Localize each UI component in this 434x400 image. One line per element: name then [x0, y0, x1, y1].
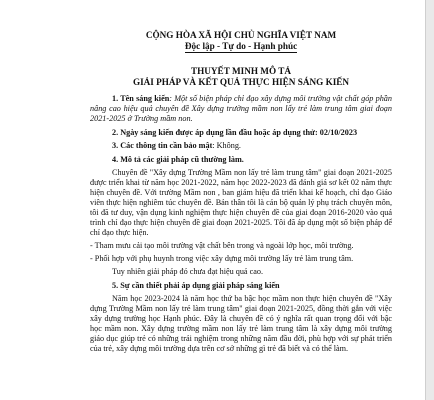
section-4-heading: 4. Mô tả các giải pháp cũ thường làm. — [112, 155, 244, 164]
national-motto — [90, 41, 392, 52]
page-edge — [425, 0, 434, 400]
section-3-label: 3. Các thông tin cần bảo mật — [112, 141, 213, 150]
section-3-value: : Không. — [212, 141, 241, 150]
section-2 — [90, 128, 392, 138]
section-4-bullet-1: - Tham mưu cải tạo môi trường vật chất bên trong và ngoài lớp học, môi trường. — [90, 241, 354, 250]
motto-text: Độc lập - Tự do - Hạnh phúc — [184, 41, 298, 51]
doc-title-line1: THUYẾT MINH MÔ TẢ — [191, 66, 291, 76]
doc-title-line2: GIẢI PHÁP VÀ KẾT QUẢ THỰC HIỆN SÁNG KIẾN — [132, 77, 350, 87]
section-2-date: 02/10/2023 — [319, 128, 358, 137]
section-4-conclusion: Tuy nhiên giải pháp đó chưa đạt hiệu quả cao. — [112, 267, 264, 276]
section-4-bullet-2: - Phối hợp với phụ huynh trong việc xây dựng môi trường lấy trẻ làm trung tâm. — [90, 254, 354, 263]
section-3 — [90, 141, 392, 151]
national-title: CỘNG HÒA XÃ HỘI CHỦ NGHĨA VIỆT NAM — [145, 30, 337, 40]
document-body — [90, 30, 392, 354]
section-2-colon: : — [314, 128, 320, 137]
section-1-label: 1. Tên sáng kiến — [112, 94, 170, 103]
section-2-label: 2. Ngày sáng kiến được áp dụng lần đầu hoặc áp dụng thử — [112, 128, 315, 137]
section-4-paragraph: Chuyên đề "Xây dựng Trường Mầm non lấy trẻ làm trung tâm" giai đoạn 2021-2025 được triển khai từ năm học 2021-2022, năm học 2022-2023 đã đánh giá sơ kết 02 năm thực hiện chuyên đề. Với trường Mầm non , ban giám hiệu đã triển khai kế hoạch, chỉ đạo Giáo viên thực hiện nghiêm túc chuyên đề. Bản thân tôi là cán bộ quản lý phụ trách chuyên môn, tôi đã tư duy, vận dụng kinh nghiệm thực hiện chuyên đề của giai đoạn 2016-2020 vào quá trình chỉ đạo thực hiện chuyên đề giai đoạn 2021-2025. Tôi đã áp dụng một số biện pháp để chỉ đạo thực hiện. — [90, 168, 392, 237]
section-5-heading: 5. Sự cần thiết phải áp dụng giải pháp sáng kiến — [112, 281, 280, 290]
section-5-paragraph: Năm học 2023-2024 là năm học thứ ba bậc học mầm non thực hiện chuyên đề "Xây dựng Trường Mầm non lấy trẻ làm trung tâm" giai đoạn 2021-2025, đồng thời gắn với việc xây dựng trường học Hạnh phúc. Đây là chuyên đề có ý nghĩa rất quan trọng đối với bậc học mầm non. Xây dựng trường mầm non lấy trẻ làm trung tâm là xây dựng môi trường giáo dục giúp trẻ có những trải nghiệm trong những năm đầu đời, phù hợp với sự phát triển của trẻ, xây dựng môi trường dựa trên cơ sở những gì trẻ đã biết và có thể làm. — [90, 294, 392, 353]
section-1 — [90, 94, 392, 124]
section-1-text: : Một số biện pháp chỉ đạo xây dựng môi trường vật chất góp phần nâng cao hiệu quả chuyên đề Xây dựng trường mầm non lấy trẻ làm trung tâm giai đoạn 2021-2025 ở Trường mầm non. — [90, 94, 392, 123]
